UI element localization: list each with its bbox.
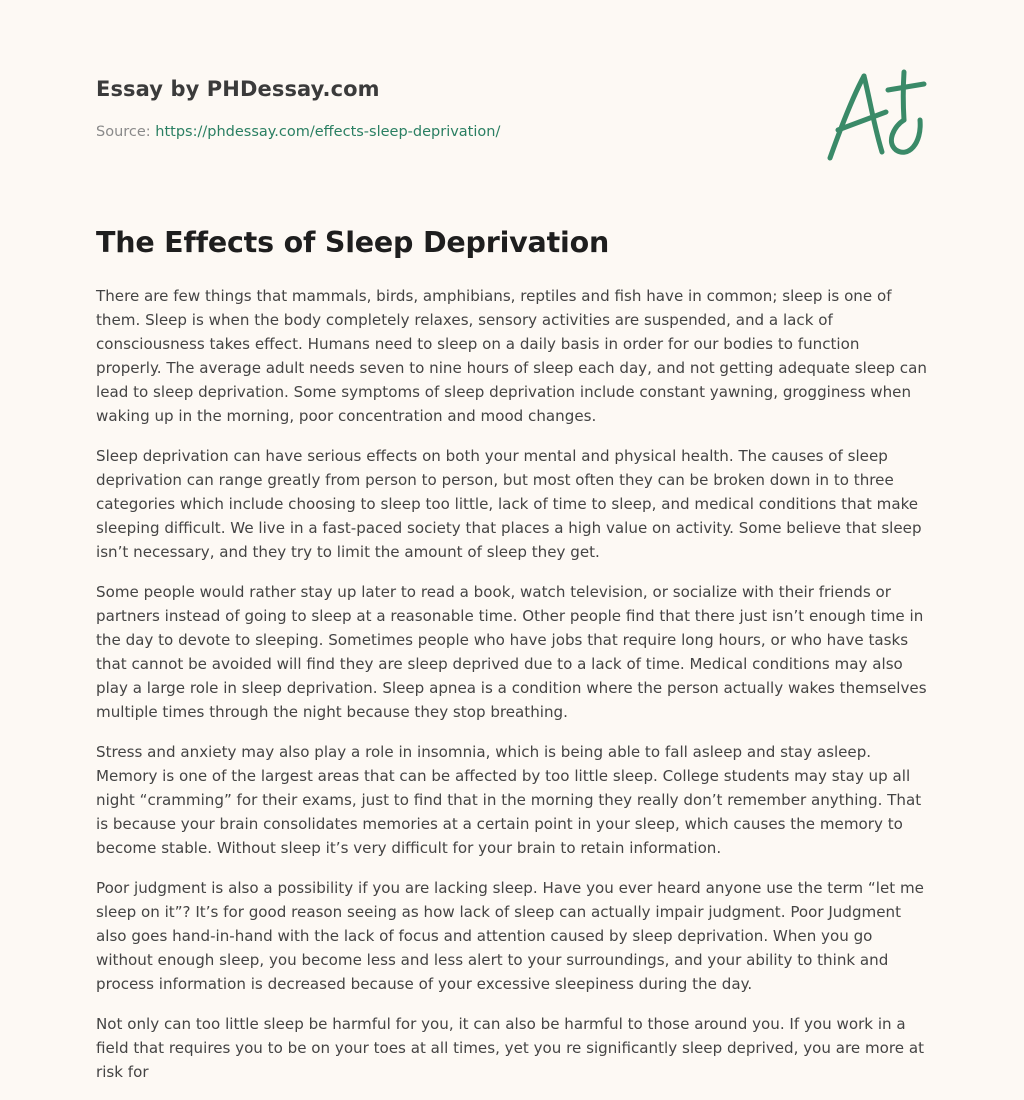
essay-title: The Effects of Sleep Deprivation — [96, 226, 610, 259]
plus-horizontal — [888, 84, 924, 90]
plus-vertical — [903, 72, 904, 120]
essay-body — [96, 284, 928, 1100]
essay-paragraph: Sleep deprivation can have serious effects on both your mental and physical health. The causes of sleep deprivation can range greatly from person to person, but most often they can be broken down in to three categories which include choosing to sleep too little, lack of time to sleep, and medical conditions that make sleeping difficult. We live in a fast-paced society that places a high value on activity. Some believe that sleep isn’t necessary, and they try to limit the amount of sleep they get. — [96, 447, 922, 561]
essay-paragraph: Poor judgment is also a possibility if you are lacking sleep. Have you ever heard anyone use the term “let me sleep on it”? It’s for good reason seeing as how lack of sleep can actually impair judgment. Poor Judgment also goes hand-in-hand with the lack of focus and attention caused by sleep deprivation. When you go without enough sleep, you become less and less alert to your surroundings, and your ability to think and process information is decreased because of your excessive sleepiness during the day. — [96, 879, 924, 993]
a-plus-grade-icon — [824, 68, 928, 164]
source-line — [96, 124, 500, 140]
essay-paragraph: Not only can too little sleep be harmful for you, it can also be harmful to those around you. If you work in a field that requires you to be on your toes at all times, yet you re significantly sleep deprived, you are more at risk for — [96, 1015, 925, 1081]
source-label: Source: — [96, 124, 156, 140]
letter-a-left-stroke — [830, 76, 864, 158]
site-brand: Essay by PHDessay.com — [96, 77, 380, 101]
source-link[interactable]: https://phdessay.com/effects-sleep-deprivation/ — [155, 124, 501, 140]
essay-paragraph: Some people would rather stay up later to read a book, watch television, or socialize with their friends or partners instead of going to sleep at a reasonable time. Other people find that there just isn’t enough time in the day to devote to sleeping. Sometimes people who have jobs that require long hours, or who have tasks that cannot be avoided will find they are sleep deprived due to a lack of time. Medical conditions may also play a large role in sleep deprivation. Sleep apnea is a condition where the person actually wakes themselves multiple times through the night because they stop breathing. — [96, 583, 927, 721]
a-plus-strokes — [830, 72, 924, 158]
essay-paragraph: There are few things that mammals, birds, amphibians, reptiles and fish have in common; sleep is one of them. Sleep is when the body completely relaxes, sensory activities are suspended, and a lack of consciousness takes effect. Humans need to sleep on a daily basis in order for our bodies to function properly. The average adult needs seven to nine hours of sleep each day, and not getting adequate sleep can lead to sleep deprivation. Some symptoms of sleep deprivation include constant yawning, grogginess when waking up in the morning, poor concentration and mood changes. — [96, 287, 927, 425]
plus-loop — [891, 120, 920, 152]
essay-paragraph: Stress and anxiety may also play a role in insomnia, which is being able to fall asleep and stay asleep. Memory is one of the largest areas that can be affected by too little sleep. College students may stay up all night “cramming” for their exams, just to find that in the morning they really don’t remember anything. That is because your brain consolidates memories at a certain point in your sleep, which causes the memory to become stable. Without sleep it’s very difficult for your brain to retain information. — [96, 743, 922, 857]
